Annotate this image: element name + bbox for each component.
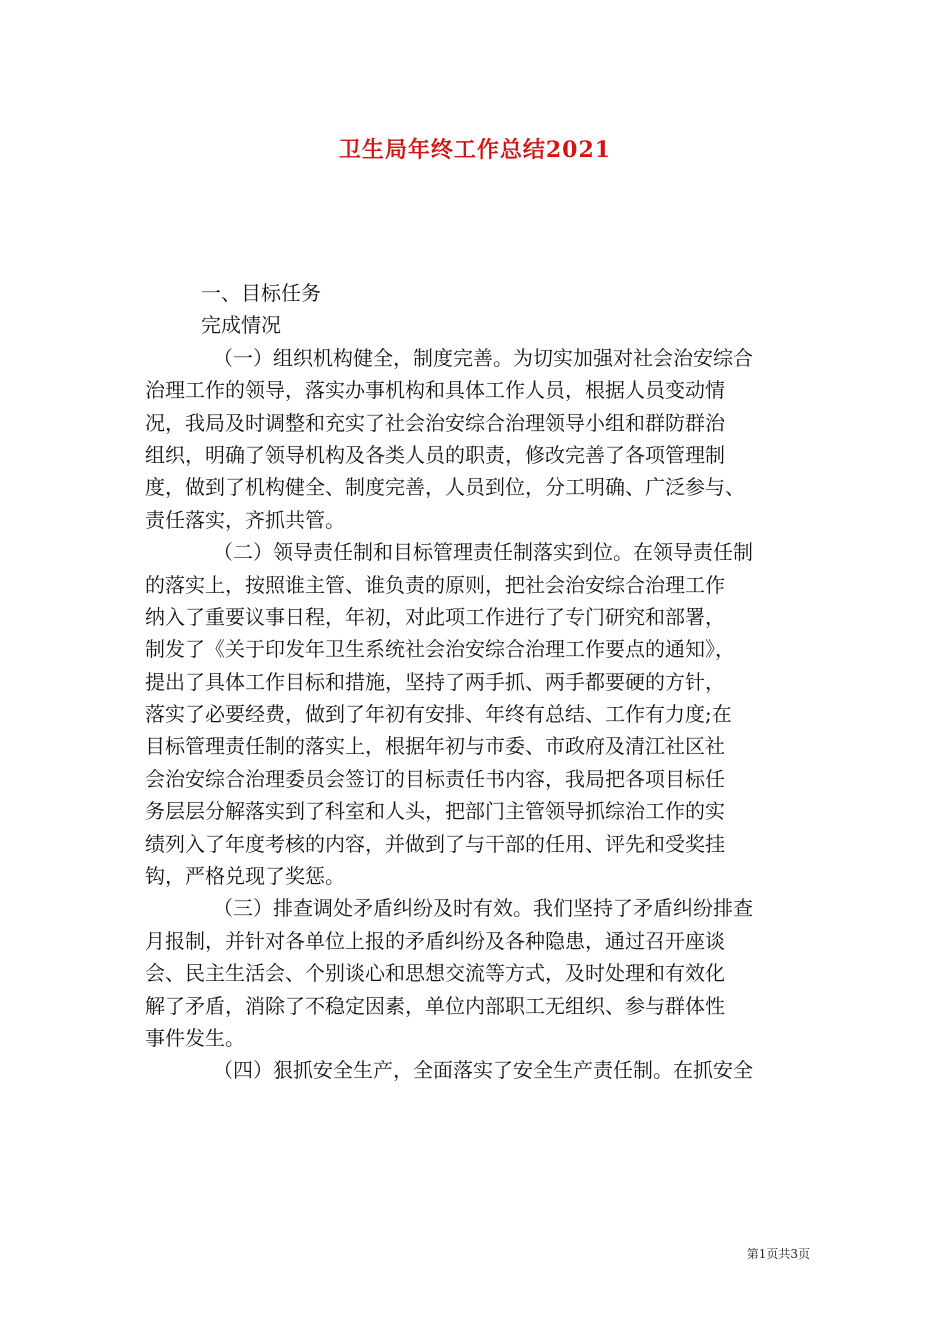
paragraph-line: 月报制，并针对各单位上报的矛盾纠纷及各种隐患，通过召开座谈 bbox=[145, 928, 725, 953]
paragraph-line: 纳入了重要议事日程，年初，对此项工作进行了专门研究和部署， bbox=[145, 604, 725, 629]
paragraph-line: 事件发生。 bbox=[145, 1025, 245, 1050]
section-heading: 一、目标任务 bbox=[201, 281, 321, 305]
paragraph-line: 责任落实，齐抓共管。 bbox=[145, 507, 345, 532]
paragraph-line: 提出了具体工作目标和措施，坚持了两手抓、两手都要硬的方针， bbox=[145, 669, 725, 694]
paragraph-line: 组织，明确了领导机构及各类人员的职责，修改完善了各项管理制 bbox=[145, 442, 725, 467]
document-title: 卫生局年终工作总结2021 bbox=[338, 137, 612, 163]
paragraph-line: 钩，严格兑现了奖惩。 bbox=[145, 864, 345, 889]
paragraph-line: 务层层分解落实到了科室和人头，把部门主管领导抓综治工作的实 bbox=[145, 799, 725, 824]
paragraph-line: 目标管理责任制的落实上，根据年初与市委、市政府及清江社区社 bbox=[145, 734, 725, 759]
paragraph-line: 会治安综合治理委员会签订的目标责任书内容，我局把各项目标任 bbox=[145, 766, 725, 791]
paragraph-line: 落实了必要经费，做到了年初有安排、年终有总结、工作有力度;在 bbox=[145, 702, 732, 727]
paragraph-line: 解了矛盾，消除了不稳定因素，单位内部职工无组织、参与群体性 bbox=[145, 993, 725, 1018]
paragraph-line: （三）排查调处矛盾纠纷及时有效。我们坚持了矛盾纠纷排查 bbox=[213, 896, 753, 921]
paragraph-line: （二）领导责任制和目标管理责任制落实到位。在领导责任制 bbox=[213, 540, 753, 565]
paragraph-line: 治理工作的领导，落实办事机构和具体工作人员，根据人员变动情 bbox=[145, 378, 725, 403]
paragraph-line: （四）狠抓安全生产，全面落实了安全生产责任制。在抓安全 bbox=[213, 1058, 753, 1083]
paragraph-line: 况，我局及时调整和充实了社会治安综合治理领导小组和群防群治 bbox=[145, 410, 725, 435]
paragraph-line: 度，做到了机构健全、制度完善，人员到位，分工明确、广泛参与、 bbox=[145, 475, 745, 500]
subsection-heading: 完成情况 bbox=[201, 313, 281, 338]
paragraph-line: 绩列入了年度考核的内容，并做到了与干部的任用、评先和受奖挂 bbox=[145, 831, 725, 856]
paragraph-line: 制发了《关于印发年卫生系统社会治安综合治理工作要点的通知》， bbox=[145, 637, 735, 662]
paragraph-line: 会、民主生活会、个别谈心和思想交流等方式，及时处理和有效化 bbox=[145, 961, 725, 986]
page-number: 第1页共3页 bbox=[746, 1247, 810, 1261]
paragraph-line: 的落实上，按照谁主管、谁负责的原则，把社会治安综合治理工作 bbox=[145, 572, 725, 597]
document-body bbox=[145, 277, 809, 1087]
paragraph-line: （一）组织机构健全，制度完善。为切实加强对社会治安综合 bbox=[213, 345, 753, 370]
